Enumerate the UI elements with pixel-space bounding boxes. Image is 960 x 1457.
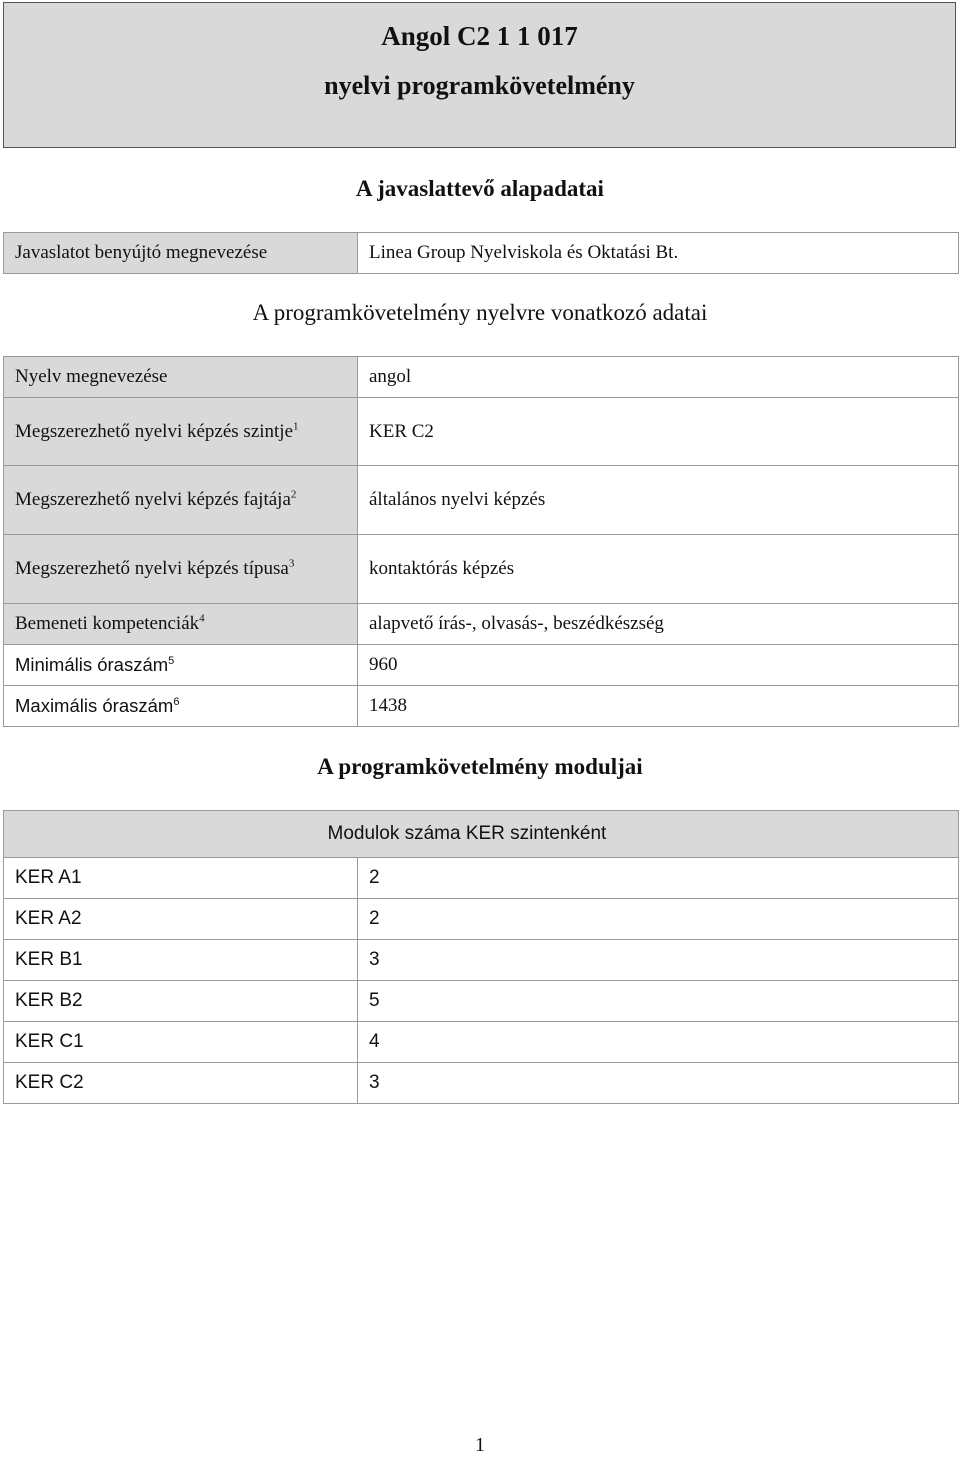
table-row: [4, 1063, 959, 1104]
document-title-box: [3, 2, 956, 148]
section-heading-proposer: A javaslattevő alapadatai: [356, 176, 604, 201]
proposer-value: Linea Group Nyelviskola és Oktatási Bt.: [358, 233, 959, 274]
module-count: 3: [358, 1063, 959, 1104]
table-row: [4, 686, 959, 727]
table-row: [4, 233, 959, 274]
row-value-competencies: alapvető írás-, olvasás-, beszédkészség: [358, 604, 959, 645]
module-level: KER C2: [4, 1063, 358, 1104]
proposer-table: [3, 232, 959, 274]
table-row: [4, 645, 959, 686]
module-count: 5: [358, 981, 959, 1022]
row-value-language: angol: [358, 357, 959, 398]
row-value-level: KER C2: [358, 398, 959, 466]
module-level: KER B2: [4, 981, 358, 1022]
modules-column-header: Modulok száma KER szintenként: [358, 811, 959, 858]
module-level: KER B1: [4, 940, 358, 981]
row-label-competencies: Bemeneti kompetenciák$^4$: [4, 604, 358, 645]
row-label-kind: Megszerezhető nyelvi képzés fajtája$^2$: [4, 466, 358, 535]
table-header-row: [4, 811, 959, 858]
row-label-type: Megszerezhető nyelvi képzés típusa$^3$: [4, 535, 358, 604]
module-count: 2: [358, 899, 959, 940]
module-level: KER A2: [4, 899, 358, 940]
row-label-language: Nyelv megnevezése: [4, 357, 358, 398]
table-row: [4, 357, 959, 398]
row-label-level: Megszerezhető nyelvi képzés szintje$^1$: [4, 398, 358, 466]
table-row: [4, 535, 959, 604]
module-count: 2: [358, 858, 959, 899]
module-count: 4: [358, 1022, 959, 1063]
row-value-min-hours: 960: [358, 645, 959, 686]
module-count: 3: [358, 940, 959, 981]
table-row: [4, 858, 959, 899]
row-value-kind: általános nyelvi képzés: [358, 466, 959, 535]
section-heading-modules: A programkövetelmény moduljai: [317, 754, 643, 779]
table-row: [4, 899, 959, 940]
language-data-table: [3, 356, 959, 727]
modules-table: [3, 810, 959, 1104]
document-title: Angol C2 1 1 017: [381, 21, 578, 51]
table-row: [4, 466, 959, 535]
table-row: [4, 604, 959, 645]
page-number: 1: [475, 1434, 485, 1456]
row-value-type: kontaktórás képzés: [358, 535, 959, 604]
proposer-label: Javaslatot benyújtó megnevezése: [4, 233, 358, 274]
document-subtitle: nyelvi programkövetelmény: [324, 71, 635, 100]
table-row: [4, 1022, 959, 1063]
module-level: KER A1: [4, 858, 358, 899]
module-level: KER C1: [4, 1022, 358, 1063]
row-label-max-hours: Maximális óraszám$^6$: [4, 686, 358, 727]
table-row: [4, 981, 959, 1022]
row-value-max-hours: 1438: [358, 686, 959, 727]
table-row: [4, 398, 959, 466]
table-row: [4, 940, 959, 981]
section-heading-language: A programkövetelmény nyelvre vonatkozó adatai: [252, 300, 708, 325]
header-empty-cell: [4, 811, 358, 858]
row-label-min-hours: Minimális óraszám$^5$: [4, 645, 358, 686]
